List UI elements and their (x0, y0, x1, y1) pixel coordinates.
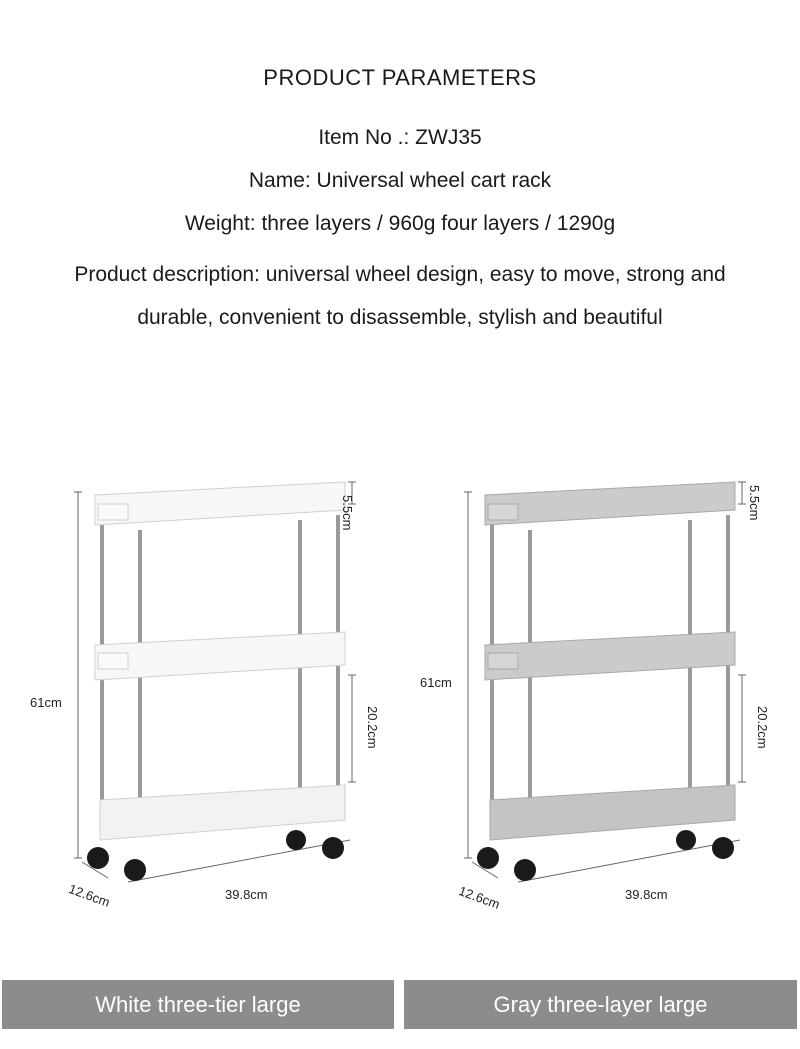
gray-tier-gap-dimension: 20.2cm (755, 706, 770, 749)
white-cart-figure (20, 470, 400, 920)
gray-three-layer-button[interactable] (404, 980, 797, 1029)
white-width-dimension: 39.8cm (225, 887, 268, 902)
white-three-tier-button[interactable] (2, 980, 394, 1029)
gray-cart-figure (410, 470, 790, 920)
gray-depth-dimension: 12.6cm (456, 883, 502, 912)
white-depth-dimension: 12.6cm (66, 881, 112, 910)
white-height-dimension: 61cm (30, 695, 62, 710)
white-tier-gap-dimension: 20.2cm (365, 706, 380, 749)
product-weight: Weight: three layers / 960g four layers / 1290g (184, 212, 616, 235)
white-shelf-top (95, 482, 345, 525)
gray-cart-illustration (410, 470, 790, 920)
white-top-tier-dimension: 5.5cm (340, 495, 355, 531)
product-name: Name: Universal wheel cart rack (248, 169, 552, 192)
item-number: Item No .: ZWJ35 (318, 126, 482, 149)
white-shelf-middle (95, 632, 345, 680)
white-shelf-bottom (100, 785, 345, 840)
gray-top-tier-dimension: 5.5cm (747, 485, 762, 521)
white-button-label: White three-tier large (95, 991, 301, 1017)
gray-shelf-top (485, 482, 735, 525)
gray-width-dimension: 39.8cm (625, 887, 668, 902)
gray-button-label: Gray three-layer large (493, 991, 708, 1017)
product-description: Product description: universal wheel design, easy to move, strong and durable, convenient to disassemble, stylish and beautiful (74, 263, 726, 329)
gray-shelf-bottom (490, 785, 735, 840)
gray-height-dimension: 61cm (420, 675, 452, 690)
page-title: PRODUCT PARAMETERS (263, 65, 537, 90)
gray-shelf-middle (485, 632, 735, 680)
white-cart-illustration (20, 470, 400, 920)
